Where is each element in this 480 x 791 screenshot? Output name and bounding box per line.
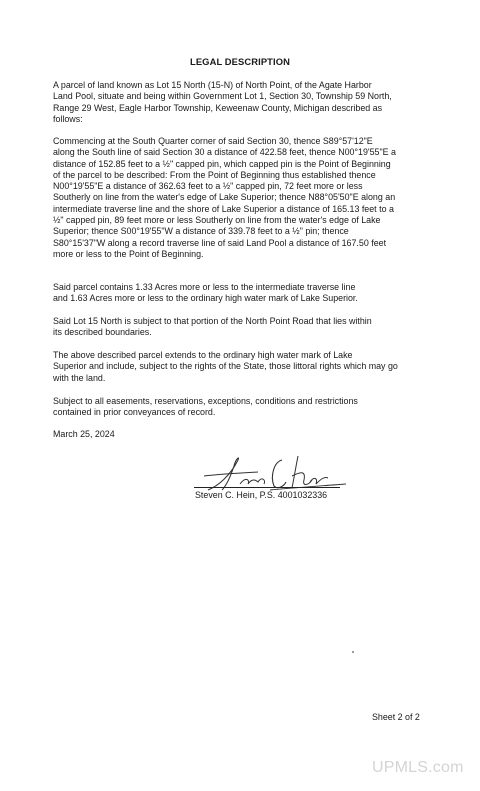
signer-name: Steven C. Hein, P.S. 4001032336 bbox=[195, 490, 328, 500]
paragraph-road-easement: Said Lot 15 North is subject to that portion of the North Point Road that lies within its described boundaries. bbox=[53, 316, 372, 338]
signature-line bbox=[194, 487, 340, 488]
scan-speck bbox=[352, 651, 354, 653]
document-date: March 25, 2024 bbox=[53, 429, 115, 439]
handwritten-signature bbox=[200, 446, 350, 496]
paragraph-metes-and-bounds: Commencing at the South Quarter corner of said Section 30, thence S89°57'12"E along the South line of said Section 30 a distance of 422.58 feet, thence N00°19'55"E a distance of 152.85 feet to a ½" capped pin, which capped pin is the Point of Beginning of the parcel to be described: From the Point of Beginning thus established thence N00°19'55"E a distance of 362.63 feet to a ½" capped pin, 72 feet more or less Southerly on line from the water's edge of Lake Superior; thence N88°05'50"E along an intermediate traverse line and the shore of Lake Superior a distance of 165.13 feet to a ½" capped pin, 89 feet more or less Southerly on line from the water's edge of Lake Superior; thence S00°19'55"W a distance of 339.78 feet to a ½" pin; thence S80°15'37"W along a record traverse line of said Land Pool a distance of 167.50 feet more or less to the Point of Beginning. bbox=[53, 136, 396, 259]
paragraph-littoral-rights: The above described parcel extends to the ordinary high water mark of Lake Superior and include, subject to the rights of the State, those littoral rights which may go with the land. bbox=[53, 350, 398, 383]
paragraph-parcel-intro: A parcel of land known as Lot 15 North (15-N) of North Point, of the Agate Harbor Land Pool, situate and being within Government Lot 1, Section 30, Township 59 North, Range 29 West, Eagle Harbor Township, Keweenaw County, Michigan described as follows: bbox=[53, 80, 392, 124]
watermark: UPMLS.com bbox=[372, 759, 464, 776]
sheet-number: Sheet 2 of 2 bbox=[372, 712, 420, 722]
document-title: LEGAL DESCRIPTION bbox=[190, 56, 290, 67]
paragraph-acreage: Said parcel contains 1.33 Acres more or less to the intermediate traverse line and 1.63 Acres more or less to the ordinary high water mark of Lake Superior. bbox=[53, 282, 358, 304]
paragraph-subject-to: Subject to all easements, reservations, exceptions, conditions and restrictions contained in prior conveyances of record. bbox=[53, 396, 358, 418]
